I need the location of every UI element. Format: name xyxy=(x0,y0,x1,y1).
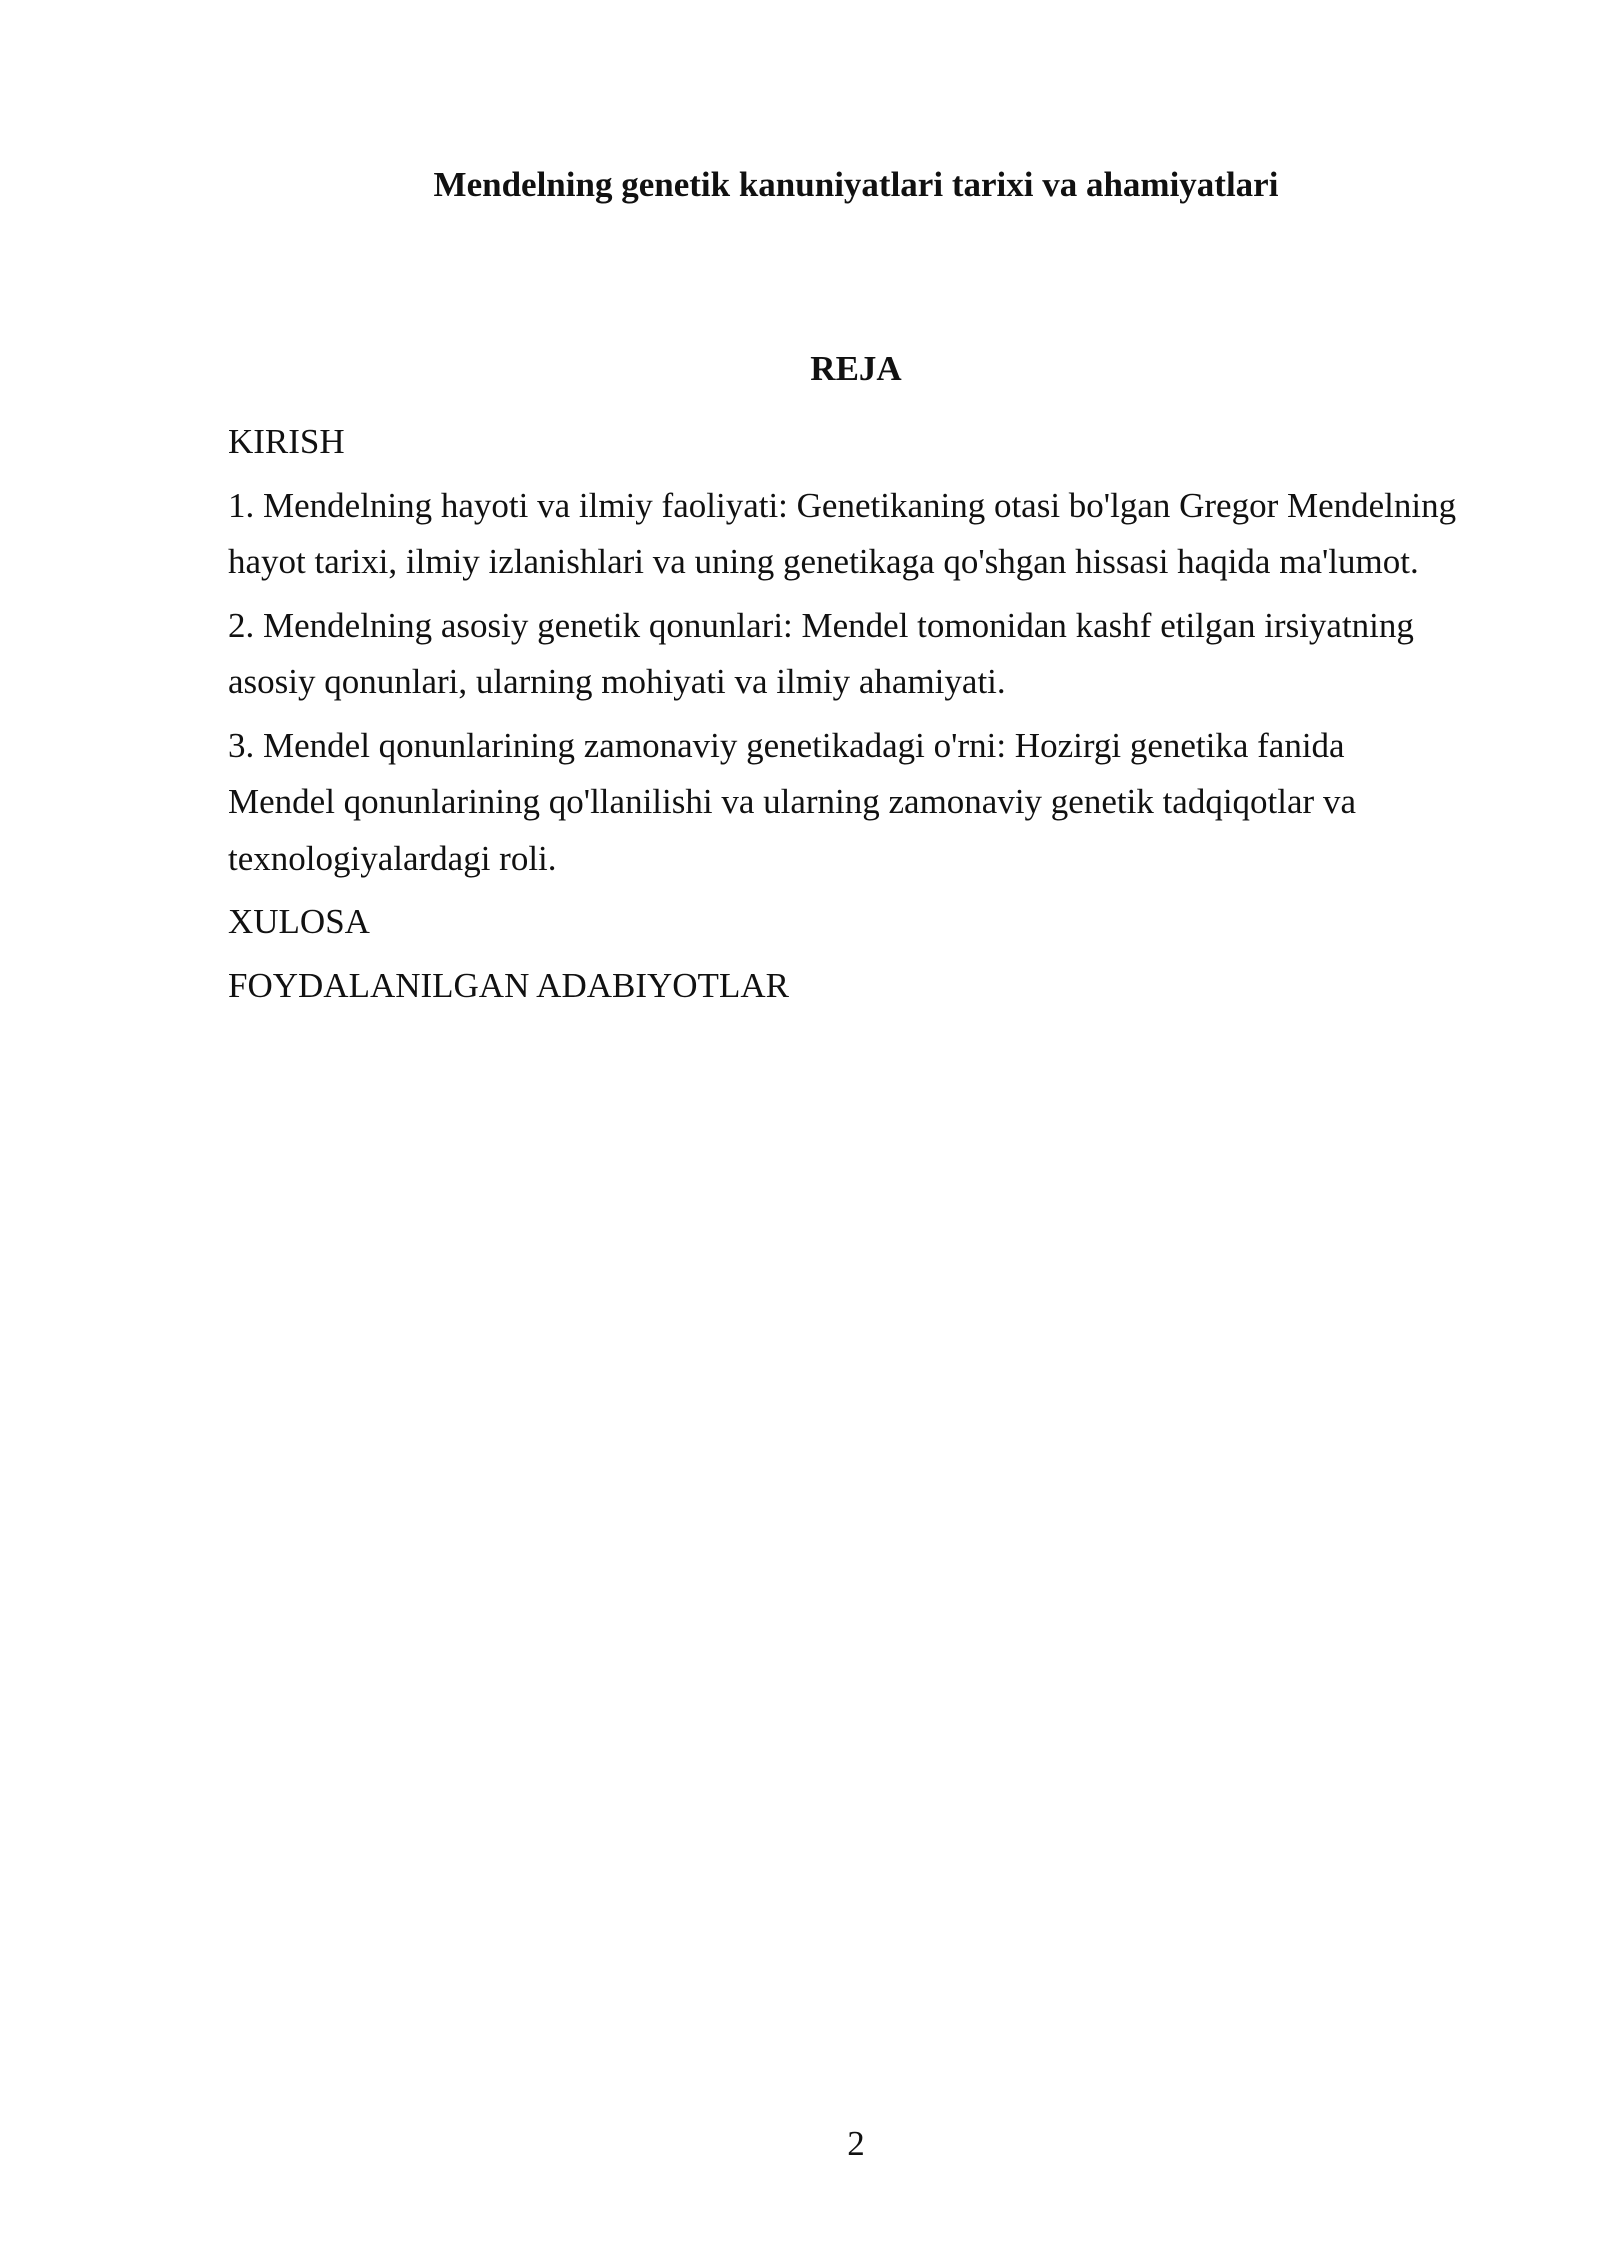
page-number: 2 xyxy=(847,2124,865,2163)
plan-item-2: 2. Mendelning asosiy genetik qonunlari: Mendel tomonidan kashf etilgan irsiyatning asosiy qonunlari, ularning mohiyati va ilmiy ahamiyati. xyxy=(228,605,1414,701)
plan-item-conclusion: XULOSA xyxy=(228,902,370,941)
plan-item-1: 1. Mendelning hayoti va ilmiy faoliyati: Genetikaning otasi bo'lgan Gregor Mendelning hayot tarixi, ilmiy izlanishlari va uning genetikaga qo'shgan hissasi haqida ma'lumot. xyxy=(228,485,1457,581)
plan-item-introduction: KIRISH xyxy=(228,422,345,461)
plan-item-3: 3. Mendel qonunlarining zamonaviy genetikadagi o'rni: Hozirgi genetika fanida Mendel qonunlarining qo'llanilishi va ularning zamonaviy genetik tadqiqotlar va texnologiyalardagi roli. xyxy=(228,725,1356,878)
plan-item-references: FOYDALANILGAN ADABIYOTLAR xyxy=(228,965,789,1005)
plan-list xyxy=(228,414,1458,1021)
document-title: Mendelning genetik kanuniyatlari tarixi va ahamiyatlari xyxy=(433,165,1279,204)
plan-heading: REJA xyxy=(810,349,902,388)
